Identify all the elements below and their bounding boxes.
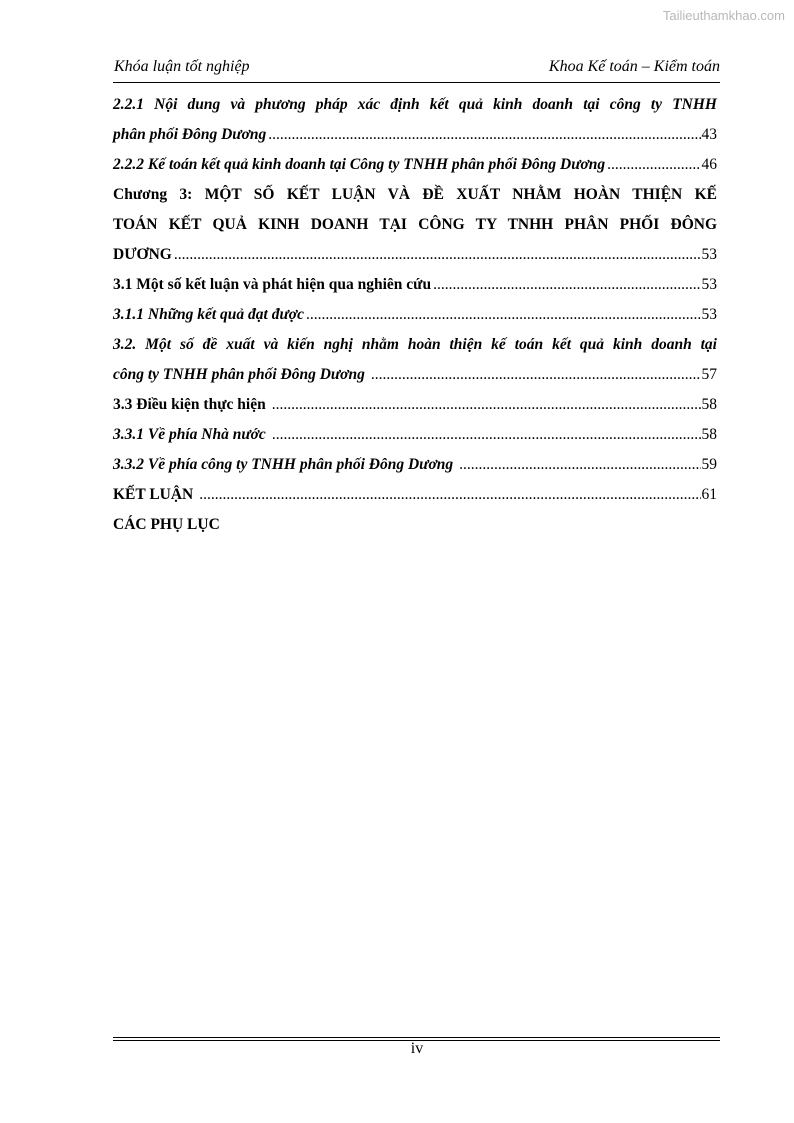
page-header [113, 58, 720, 83]
toc-entry-text: 3.1.1 Những kết quả đạt được [113, 306, 304, 323]
dot-leader [268, 120, 700, 150]
toc-page-number: 58 [701, 426, 717, 443]
toc-entry-3-2-line1[interactable]: 3.2. Một số đề xuất và kiến nghị nhằm hoàn thiện kế toán kết quả kinh doanh tại [113, 336, 717, 353]
page-number: iv [410, 1040, 424, 1057]
toc-entry-text: 3.3 Điều kiện thực hiện [113, 396, 266, 413]
table-of-contents [113, 90, 717, 540]
toc-page-number: 53 [701, 276, 717, 293]
toc-entry-2-2-1-line1[interactable]: 2.2.1 Nội dung và phương pháp xác định kết quả kinh doanh tại công ty TNHH [113, 96, 717, 113]
dot-leader [433, 270, 700, 300]
dot-leader [199, 480, 700, 510]
toc-entry-3-1-1[interactable] [113, 300, 717, 330]
dot-leader [459, 450, 700, 480]
dot-leader [607, 150, 700, 180]
toc-page-number: 43 [701, 126, 717, 143]
toc-entry-text: DƯƠNG [113, 246, 172, 263]
toc-entry-text: 3.3.1 Về phía Nhà nước [113, 426, 266, 443]
toc-page-number: 57 [701, 366, 717, 383]
toc-entry-2-2-2[interactable] [113, 150, 717, 180]
toc-entry-chapter-3-line3[interactable] [113, 240, 717, 270]
toc-page-number: 53 [701, 306, 717, 323]
toc-entry-text: công ty TNHH phân phối Đông Dương [113, 366, 365, 383]
toc-entry-text: 2.2.2 Kế toán kết quả kinh doanh tại Công ty TNHH phân phối Đông Dương [113, 156, 606, 173]
toc-entry-text: KẾT LUẬN [113, 486, 194, 503]
toc-entry-3-3-2[interactable] [113, 450, 717, 480]
toc-page-number: 61 [701, 486, 717, 503]
header-left: Khóa luận tốt nghiệp [114, 58, 250, 75]
header-right: Khoa Kế toán – Kiểm toán [548, 58, 720, 75]
footer-rule [113, 1037, 720, 1038]
watermark-text: Tailieuthamkhao.com [662, 8, 785, 23]
toc-entry-text: phân phối Đông Dương [113, 126, 267, 143]
toc-entry-3-2-line2[interactable] [113, 360, 717, 390]
toc-entry-chapter-3-line1[interactable]: Chương 3: MỘT SỐ KẾT LUẬN VÀ ĐỀ XUẤT NHẰM HOÀN THIỆN KẾ [113, 186, 717, 203]
toc-entry-3-3-1[interactable] [113, 420, 717, 450]
toc-entry-phu-luc[interactable] [113, 510, 717, 540]
toc-entry-ket-luan[interactable] [113, 480, 717, 510]
toc-entry-chapter-3-line2[interactable]: TOÁN KẾT QUẢ KINH DOANH TẠI CÔNG TY TNHH PHÂN PHỐI ĐÔNG [113, 216, 717, 233]
toc-page-number: 53 [701, 246, 717, 263]
toc-entry-3-1[interactable] [113, 270, 717, 300]
dot-leader [306, 300, 701, 330]
dot-leader [371, 360, 701, 390]
toc-page-number: 59 [701, 456, 717, 473]
toc-entry-text: 3.1 Một số kết luận và phát hiện qua nghiên cứu [113, 276, 432, 293]
toc-entry-2-2-1-line2[interactable] [113, 120, 717, 150]
dot-leader [174, 240, 701, 270]
toc-entry-text: 3.3.2 Về phía công ty TNHH phân phối Đông Dương [113, 456, 454, 473]
toc-page-number: 58 [701, 396, 717, 413]
toc-entry-text: CÁC PHỤ LỤC [113, 516, 220, 533]
toc-entry-3-3[interactable] [113, 390, 717, 420]
dot-leader [272, 420, 701, 450]
toc-page-number: 46 [701, 156, 717, 173]
dot-leader [272, 390, 701, 420]
